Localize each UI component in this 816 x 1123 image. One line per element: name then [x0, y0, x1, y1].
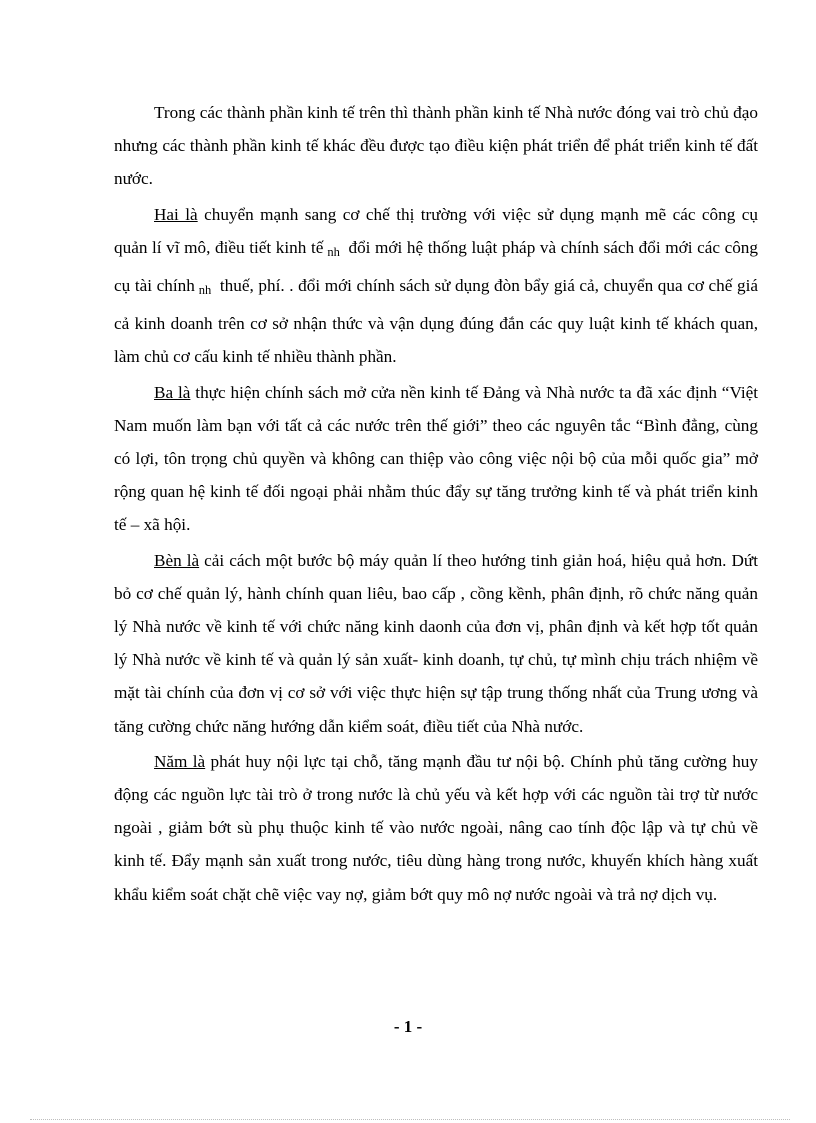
paragraph-ba-la: [114, 376, 758, 542]
paragraph-text: thực hiện chính sách mở cửa nền kinh tế Đảng và Nhà nước ta đã xác định “Việt Nam muốn làm bạn với tất cả các nước trên thế giới” theo các nguyên tắc “Bình đẳng, cùng có lợi, tôn trọng chủ quyền và không can thiệp vào công việc nội bộ của mỗi quốc gia” mở rộng quan hệ kinh tế đối ngoại phải nhằm thúc đẩy sự tăng trưởng kinh tế và phát triển kinh tế – xã hội.: [114, 382, 758, 535]
paragraph-lead: Ba là: [154, 382, 191, 402]
paragraph-text: chuyển mạnh sang cơ chế thị trường với việc sử dụng mạnh mẽ các công cụ quản lí vĩ mô, điều tiết kinh tế: [114, 204, 758, 257]
paragraph-ben-la: [114, 544, 758, 743]
paragraph-lead: Hai là: [154, 204, 198, 224]
paragraph-nam-la: [114, 745, 758, 911]
paragraph-text: phát huy nội lực tại chỗ, tăng mạnh đầu tư nội bộ. Chính phủ tăng cường huy động các nguồn lực tài trò ở trong nước là chủ yếu và kết hợp với các nguồn tài trợ từ nước ngoài , giảm bớt sù phụ thuộc kinh tế vào nước ngoài, nâng cao tính độc lập và tự chủ về kinh tế. Đẩy mạnh sản xuất trong nước, tiêu dùng hàng trong nước, khuyến khích hàng xuất khẩu kiểm soát chặt chẽ việc vay nợ, giảm bớt quy mô nợ nước ngoài và trả nợ dịch vụ.: [114, 751, 758, 904]
paragraph-lead: Bèn là: [154, 550, 200, 570]
subscript-note: nh: [327, 244, 340, 259]
paragraph-hai-la: [114, 198, 758, 374]
paragraph-intro: [114, 96, 758, 196]
document-body: [114, 96, 758, 913]
paragraph-text: thuế, phí. . đổi mới chính sách sử dụng đòn bẩy giá cả, chuyển qua cơ chế giá cả kinh doanh trên cơ sở nhận thức và vận dụng đúng đắn các quy luật kinh tế khách quan, làm chủ cơ cấu kinh tế nhiều thành phần.: [114, 276, 758, 367]
page-number: - 1 -: [393, 1017, 423, 1036]
paragraph-text: Trong các thành phần kinh tế trên thì thành phần kinh tế Nhà nước đóng vai trò chủ đạo nhưng các thành phần kinh tế khác đều được tạo điều kiện phát triển để phát triển kinh tế đất nước.: [114, 103, 758, 189]
subscript-note: nh: [198, 283, 212, 298]
paragraph-text: cải cách một bước bộ máy quản lí theo hướng tinh giản hoá, hiệu quả hơn. Dứt bỏ cơ chế quản lý, hành chính quan liêu, bao cấp , cồng kềnh, phân định, rõ chức năng quản lý Nhà nước về kinh tế với chức năng kinh daonh của đơn vị, phân định và kết hợp tốt quản lý Nhà nước về kinh tế và quản lý sản xuất- kinh doanh, tự chủ, tự mình chịu trách nhiệm về mặt tài chính của đơn vị cơ sở với việc thực hiện sự tập trung thống nhất của Trung ương và tăng cường chức năng hướng dẫn kiểm soát, điều tiết của Nhà nước.: [114, 550, 758, 736]
footer-divider: [30, 1119, 790, 1120]
paragraph-text: đổi mới hệ thống luật pháp và chính sách đổi mới các công cụ tài chính: [114, 237, 758, 296]
paragraph-lead: Năm là: [154, 751, 206, 771]
